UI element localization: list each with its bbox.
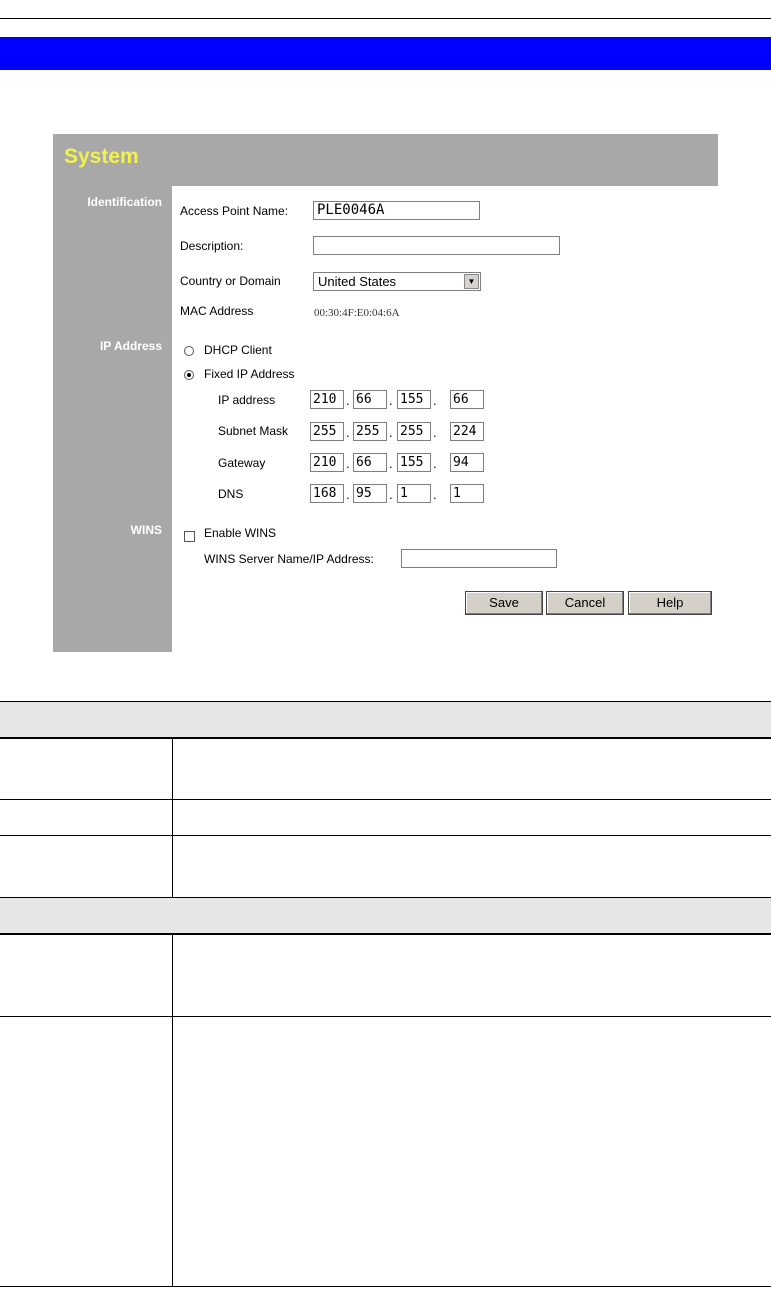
- description-label: Description:: [180, 239, 244, 253]
- gateway-octet-4[interactable]: 94: [450, 453, 484, 472]
- save-button[interactable]: Save: [465, 591, 543, 615]
- table-column-divider: [172, 935, 173, 1286]
- dns-octet-3[interactable]: 1: [397, 484, 431, 503]
- fixed-ip-radio[interactable]: [184, 370, 194, 380]
- ip-octet-4[interactable]: 66: [450, 390, 484, 409]
- dns-octet-4[interactable]: 1: [450, 484, 484, 503]
- page-title: System: [64, 145, 139, 168]
- ip-octet-3[interactable]: 155: [397, 390, 431, 409]
- enable-wins-label: Enable WINS: [204, 526, 277, 540]
- dns-label: DNS: [218, 487, 244, 501]
- wins-server-label: WINS Server Name/IP Address:: [204, 552, 374, 566]
- dhcp-client-radio[interactable]: [184, 346, 194, 356]
- ip-address-label: IP address: [218, 393, 276, 407]
- section-label-wins: WINS: [130, 523, 162, 537]
- panel-sidebar: [53, 186, 172, 652]
- gateway-label: Gateway: [218, 456, 266, 470]
- dns-octet-1[interactable]: 168: [310, 484, 344, 503]
- help-button[interactable]: Help: [628, 591, 712, 615]
- mac-address-label: MAC Address: [180, 304, 254, 318]
- dhcp-client-label: DHCP Client: [204, 343, 272, 357]
- access-point-name-input[interactable]: PLE0046A: [313, 201, 480, 220]
- wins-server-input[interactable]: [401, 549, 557, 568]
- section-label-identification: Identification: [87, 195, 162, 209]
- subnet-mask-label: Subnet Mask: [218, 424, 289, 438]
- table-section-header: [0, 898, 771, 934]
- ip-octet-2[interactable]: 66: [353, 390, 387, 409]
- gateway-octet-1[interactable]: 210: [310, 453, 344, 472]
- enable-wins-checkbox[interactable]: [184, 531, 195, 542]
- gateway-octet-2[interactable]: 66: [353, 453, 387, 472]
- table-rule: [0, 737, 771, 739]
- mask-octet-1[interactable]: 255: [310, 422, 344, 441]
- table-row-rule: [0, 835, 771, 836]
- fixed-ip-label: Fixed IP Address: [204, 367, 295, 381]
- dns-octet-2[interactable]: 95: [353, 484, 387, 503]
- country-label: Country or Domain: [180, 274, 281, 288]
- top-rule: [0, 18, 771, 19]
- access-point-name-label: Access Point Name:: [180, 204, 289, 218]
- mask-octet-4[interactable]: 224: [450, 422, 484, 441]
- cancel-button[interactable]: Cancel: [546, 591, 624, 615]
- mask-octet-2[interactable]: 255: [353, 422, 387, 441]
- chevron-down-icon[interactable]: ▼: [464, 274, 479, 289]
- country-select[interactable]: [313, 272, 481, 291]
- table-rule: [0, 933, 771, 935]
- table-section-header: [0, 702, 771, 738]
- section-label-ip-address: IP Address: [99, 339, 162, 353]
- description-input[interactable]: [313, 236, 560, 255]
- mac-address-value: 00:30:4F:E0:04:6A: [314, 307, 400, 319]
- ip-octet-1[interactable]: 210: [310, 390, 344, 409]
- table-bottom-rule: [0, 1286, 771, 1287]
- panel-header: [53, 134, 718, 186]
- section-header-bar: [0, 37, 771, 70]
- table-row-rule: [0, 799, 771, 800]
- table-row-rule: [0, 1016, 771, 1017]
- country-select-value: United States: [318, 274, 397, 289]
- system-settings-panel: System Identification IP Address WINS Access Point Name: PLE0046A Description: Country or Domain United States ▼ MAC Address 00:30:4F:E0:04:6A DHCP Client Fixed IP Address IP address 210 . 66 . 155 . 66 Subnet Mask 255 . 255 . 255 . 224 Gateway 210 . 66 . 155 . 94 DNS 168 . 95 . 1 . 1 Enable WINS WINS Server Name/IP Address: Save Cancel Help: [53, 134, 718, 652]
- table-column-divider: [172, 739, 173, 899]
- mask-octet-3[interactable]: 255: [397, 422, 431, 441]
- gateway-octet-3[interactable]: 155: [397, 453, 431, 472]
